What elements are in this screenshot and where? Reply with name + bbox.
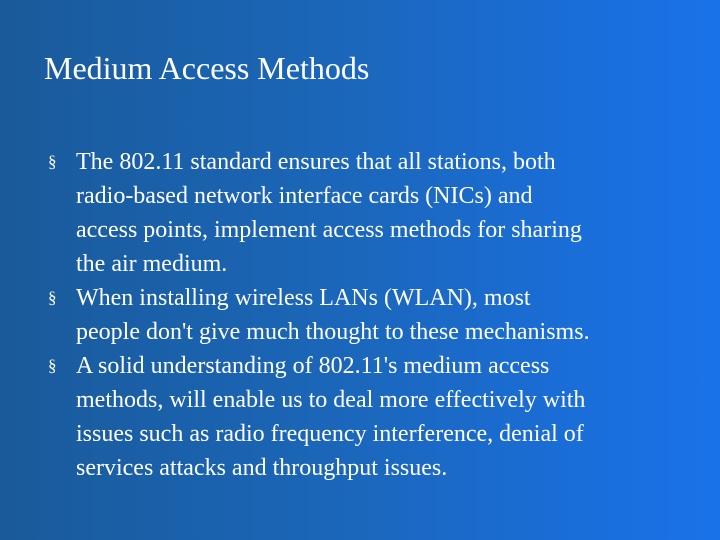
bullet-item-2 [0, 281, 720, 349]
bullet-text-line: services attacks and throughput issues. [76, 455, 448, 481]
bullet-text-line: access points, implement access methods for sharing [76, 217, 582, 243]
bullet-text-line: issues such as radio frequency interference, denial of [76, 421, 584, 447]
bullet-text-line: radio-based network interface cards (NICs) and [76, 183, 533, 209]
bullet-text-line: The 802.11 standard ensures that all stations, both [76, 149, 556, 175]
section-sign-icon: § [48, 152, 57, 171]
bullet-text-line: When installing wireless LANs (WLAN), most [76, 285, 531, 311]
bullet-item-3 [0, 349, 720, 485]
bullet-text-line: the air medium. [76, 251, 228, 277]
bullet-text-line: A solid understanding of 802.11's medium access [76, 353, 550, 379]
section-sign-icon: § [48, 288, 57, 307]
bullet-item-1 [0, 145, 720, 281]
bullet-text-line: people don't give much thought to these mechanisms. [76, 319, 590, 345]
section-sign-icon: § [48, 356, 57, 375]
bullet-text-line: methods, will enable us to deal more effectively with [76, 387, 586, 413]
slide-title: Medium Access Methods [44, 50, 370, 86]
bullet-list [0, 145, 720, 485]
